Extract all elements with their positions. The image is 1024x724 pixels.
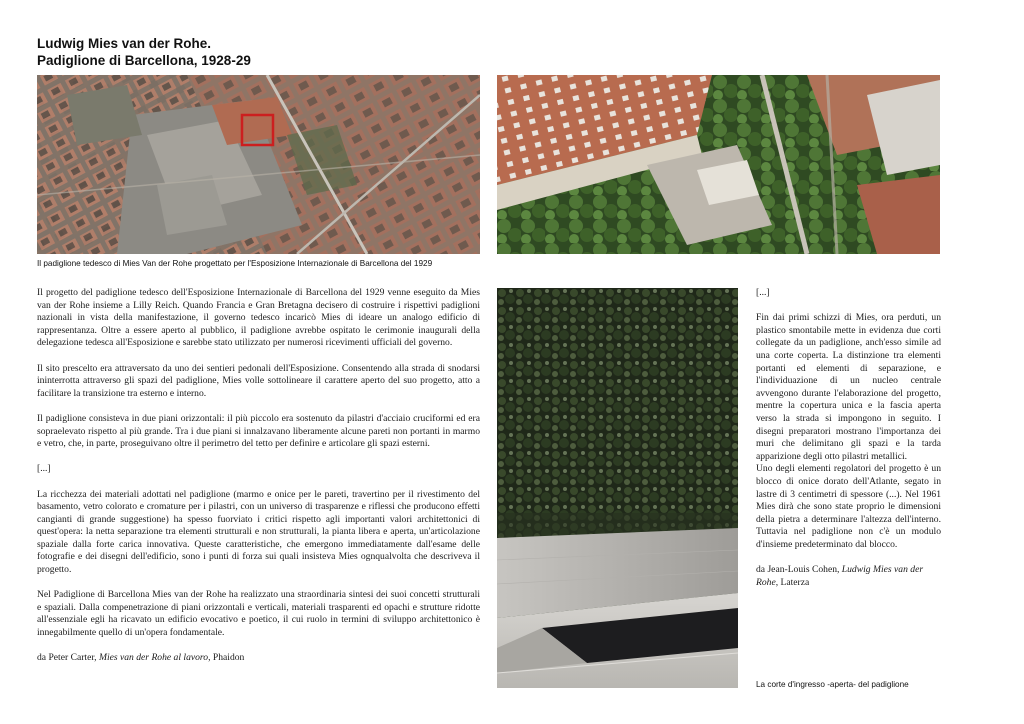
left-source-citation	[37, 652, 480, 665]
page-title	[37, 35, 251, 69]
left-paragraph-2: Il sito prescelto era attraversato da uno dei sentieri pedonali dell'Esposizione. Consentendo alla strada di snodarsi ininterrotta attraverso gli spazi del padiglione, Mies volle sottolineare il carattere aperto del suo progetto, atto a facilitare la transizione tra esterno e interno.	[37, 362, 480, 399]
left-source-prefix: da Peter Carter,	[37, 652, 99, 664]
aerial-photo-site	[497, 75, 940, 254]
left-paragraph-5: Nel Padiglione di Barcellona Mies van der Rohe ha realizzato una straordinaria sintesi dei suoi concetti strutturali e spaziali. Dalla compenetrazione di piani orizzontali e verticali, materiali trasparenti ed opachi e strutture ridotte all'essenziale egli ha ricavato un edificio evocativo e poetico, il cui ruolo in termini di sviluppo architettonico è innegabilmente quello di un'opera fondamentale.	[37, 589, 480, 639]
title-line-1: Ludwig Mies van der Rohe.	[37, 36, 212, 51]
left-paragraph-4: La ricchezza dei materiali adottati nel padiglione (marmo e onice per le pareti, travertino per il rivestimento del basamento, vetro colorato e cromature per i pilastri, con un universo di trasparenze e riflessi che producono effetti cangianti di grande suggestione) ha spesso fuorviato i critici rispetto agli importanti valori architettonici di quest'opera: la netta separazione tra elementi strutturali e non strutturali, la pianta libera e aperta, un'articolazione spaziale dalla forte carica innovativa. Queste caratteristiche, che emergono immediatamente dall'esame delle fotografie e dei disegni dell'edificio, sono i punti di forza sui quali insisteva Mies ognqualvolta che descriveva il progetto.	[37, 488, 480, 576]
right-source-prefix: da Jean-Louis Cohen,	[756, 564, 842, 576]
title-line-2: Padiglione di Barcellona, 1928-29	[37, 53, 251, 68]
left-paragraph-3: Il padiglione consisteva in due piani orizzontali: il più piccolo era sostenuto da pilastri d'acciaio cruciformi ed era sopraelevato rispetto al più grande. Tra i due piani si innalzavano liberamente alcune pareti non portanti in marmo e vetro, che, in parte, proseguivano oltre il perimetro del tetto per definire e articolare gli spazi esterni.	[37, 412, 480, 450]
right-paragraph-2: Uno degli elementi regolatori del progetto è un blocco di onice dorato dell'Atlante, segato in lastre di 3 centimetri di spessore (...). Nel 1961 Mies dirà che sono state proprio le dimensioni della pietra a determinare l'altezza dell'interno. Tuttavia nel padiglione non c'è un modulo d'insieme predeterminato dal blocco.	[756, 463, 941, 550]
left-paragraph-ellipsis: [...]	[37, 463, 51, 475]
right-paragraph-ellipsis: [...]	[756, 287, 770, 298]
left-text-column	[37, 287, 480, 665]
left-source-suffix: , Phaidon	[208, 652, 245, 664]
caption-aerial-photos: Il padiglione tedesco di Mies Van der Rohe progettato per l'Esposizione Internazionale di Barcellona del 1929	[37, 259, 433, 268]
caption-courtyard-photo: La corte d'ingresso -aperta- del padiglione	[756, 680, 909, 689]
courtyard-photo	[497, 288, 738, 688]
left-paragraph-1: Il progetto del padiglione tedesco dell'Esposizione Internazionale di Barcellona del 1929 venne eseguito da Mies van der Rohe insieme a Lilly Reich. Quando Francia e Gran Bretagna decisero di costruire i rispettivi padiglioni nazionali in vista della manifestazione, il governo tedesco incaricò Mies di ideare un analogo edificio di rappresentanza. Oltre a essere aperto al pubblico, il padiglione avrebbe ospitato le cerimonie inaugurali della delegazione tedesca all'Esposizione e sarebbe stato utilizzato per numerosi ricevimenti ufficiali del governo.	[37, 287, 480, 349]
aerial-photo-city	[37, 75, 480, 254]
right-source-book-title: Ludwig Mies van der Rohe	[756, 564, 924, 588]
right-text-column	[756, 287, 941, 589]
left-source-book-title: Mies van der Rohe al lavoro	[98, 652, 209, 664]
right-source-citation	[756, 564, 941, 589]
right-source-suffix: , Laterza	[775, 576, 810, 588]
right-paragraph-1: Fin dai primi schizzi di Mies, ora perduti, un plastico smontabile mette in evidenza due corti collegate da un padiglione, anch'esso simile ad una corte coperta. La distinzione tra elementi portanti ed elementi di separazione, e l'individuazione di un nucleo centrale avvengono durante l'elaborazione del progetto, mentre la copertura unica e la fascia aperta verso la strada si impongono in seguito. I disegni preparatori mostrano l'importanza dei muri che delimitano gli spazi e la tarda apparizione degli otto pilastri metallici.	[756, 312, 941, 462]
